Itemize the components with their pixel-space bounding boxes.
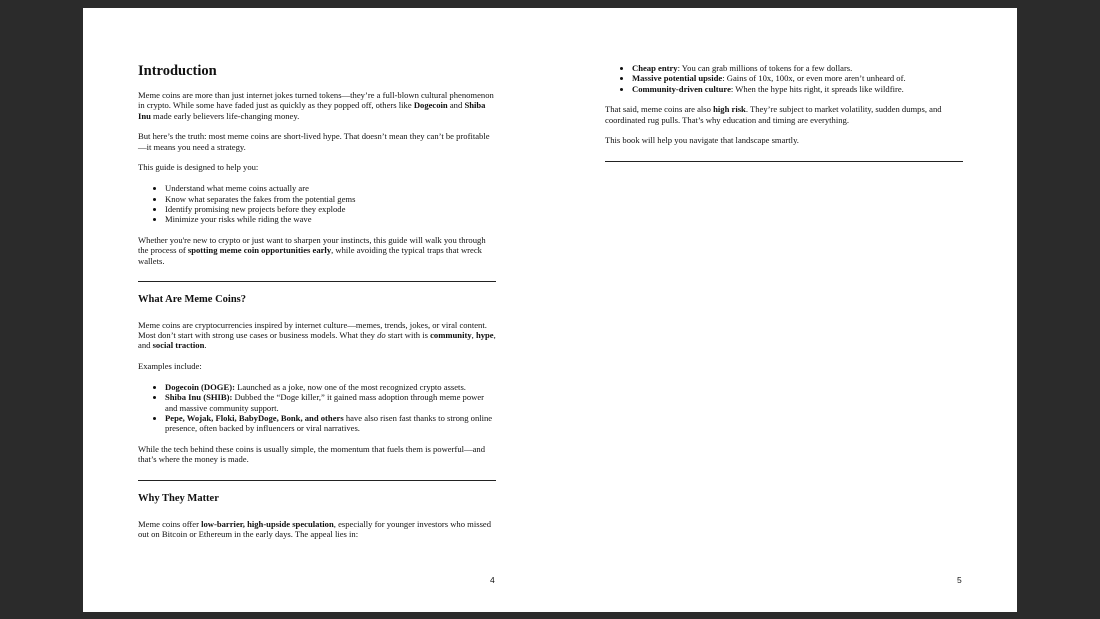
intro-goals-list — [138, 183, 498, 224]
list-item: • Know what separates the fakes from the potential gems — [165, 194, 498, 204]
page-number: 5 — [957, 575, 962, 585]
list-item: • Pepe, Wojak, Floki, BabyDoge, Bonk, and others have also risen fast thanks to strong online presence, often backed by influencers or viral narratives. — [165, 413, 498, 434]
page-5 — [550, 8, 1017, 612]
what-paragraph-3: While the tech behind these coins is usually simple, the momentum that fuels them is powerful—and that’s where the money is made. — [138, 444, 486, 465]
document-spread — [83, 8, 1017, 612]
list-item: • Community-driven culture: When the hype hits right, it spreads like wildfire. — [632, 84, 965, 94]
section-divider — [605, 161, 963, 162]
intro-paragraph-1: Meme coins are more than just internet jokes turned tokens—they’re a full-blown cultural phenomenon in crypto. While some have faded just as quickly as they popped off, others like Dogecoin and Shiba Inu made early believers life-changing money. — [138, 90, 494, 121]
list-item: • Identify promising new projects before they explode — [165, 204, 498, 214]
intro-heading: Introduction — [138, 63, 217, 79]
list-item: • Cheap entry: You can grab millions of tokens for a few dollars. — [632, 63, 965, 73]
list-item: • Massive potential upside: Gains of 10x, 100x, or even more aren’t unheard of. — [632, 73, 965, 83]
appeal-list — [605, 63, 965, 94]
list-item: • Shiba Inu (SHIB): Dubbed the “Doge killer,” it gained mass adoption through meme power and massive community support. — [165, 392, 498, 413]
list-item: • Minimize your risks while riding the wave — [165, 214, 498, 224]
page-5-content — [605, 63, 965, 162]
list-item: • Understand what meme coins actually are — [165, 183, 498, 193]
page-number: 4 — [490, 575, 495, 585]
intro-paragraph-4: Whether you're new to crypto or just want to sharpen your instincts, this guide will walk you through the process of spotting meme coin opportunities early, while avoiding the typical traps that wreck wallets. — [138, 234, 486, 266]
what-paragraph-1: Meme coins are cryptocurrencies inspired by internet culture—memes, trends, jokes, or viral content. Most don’t start with strong use cases or business models. What they do start with is community, hype, and social traction. — [138, 319, 496, 351]
intro-paragraph-3: This guide is designed to help you: — [138, 162, 259, 173]
section-divider — [138, 281, 496, 282]
why-heading: Why They Matter — [138, 492, 219, 504]
page-4 — [83, 8, 550, 612]
why-paragraph-1: Meme coins offer low-barrier, high-upside speculation, especially for younger investors who missed out on Bitcoin or Ethereum in the early days. The appeal lies in: — [138, 518, 492, 539]
examples-list — [138, 382, 498, 433]
closing-paragraph: This book will help you navigate that landscape smartly. — [605, 135, 799, 146]
intro-paragraph-2: But here’s the truth: most meme coins are short-lived hype. That doesn’t mean they can’t be profitable—it means you need a strategy. — [138, 131, 490, 152]
section-divider — [138, 480, 496, 481]
what-heading: What Are Meme Coins? — [138, 293, 246, 305]
risk-paragraph: That said, meme coins are also high risk. They’re subject to market volatility, sudden dumps, and coordinated rug pulls. That’s why education and timing are everything. — [605, 104, 942, 125]
page-4-content — [138, 63, 498, 550]
list-item: • Dogecoin (DOGE): Launched as a joke, now one of the most recognized crypto assets. — [165, 382, 498, 392]
what-paragraph-2: Examples include: — [138, 361, 202, 372]
